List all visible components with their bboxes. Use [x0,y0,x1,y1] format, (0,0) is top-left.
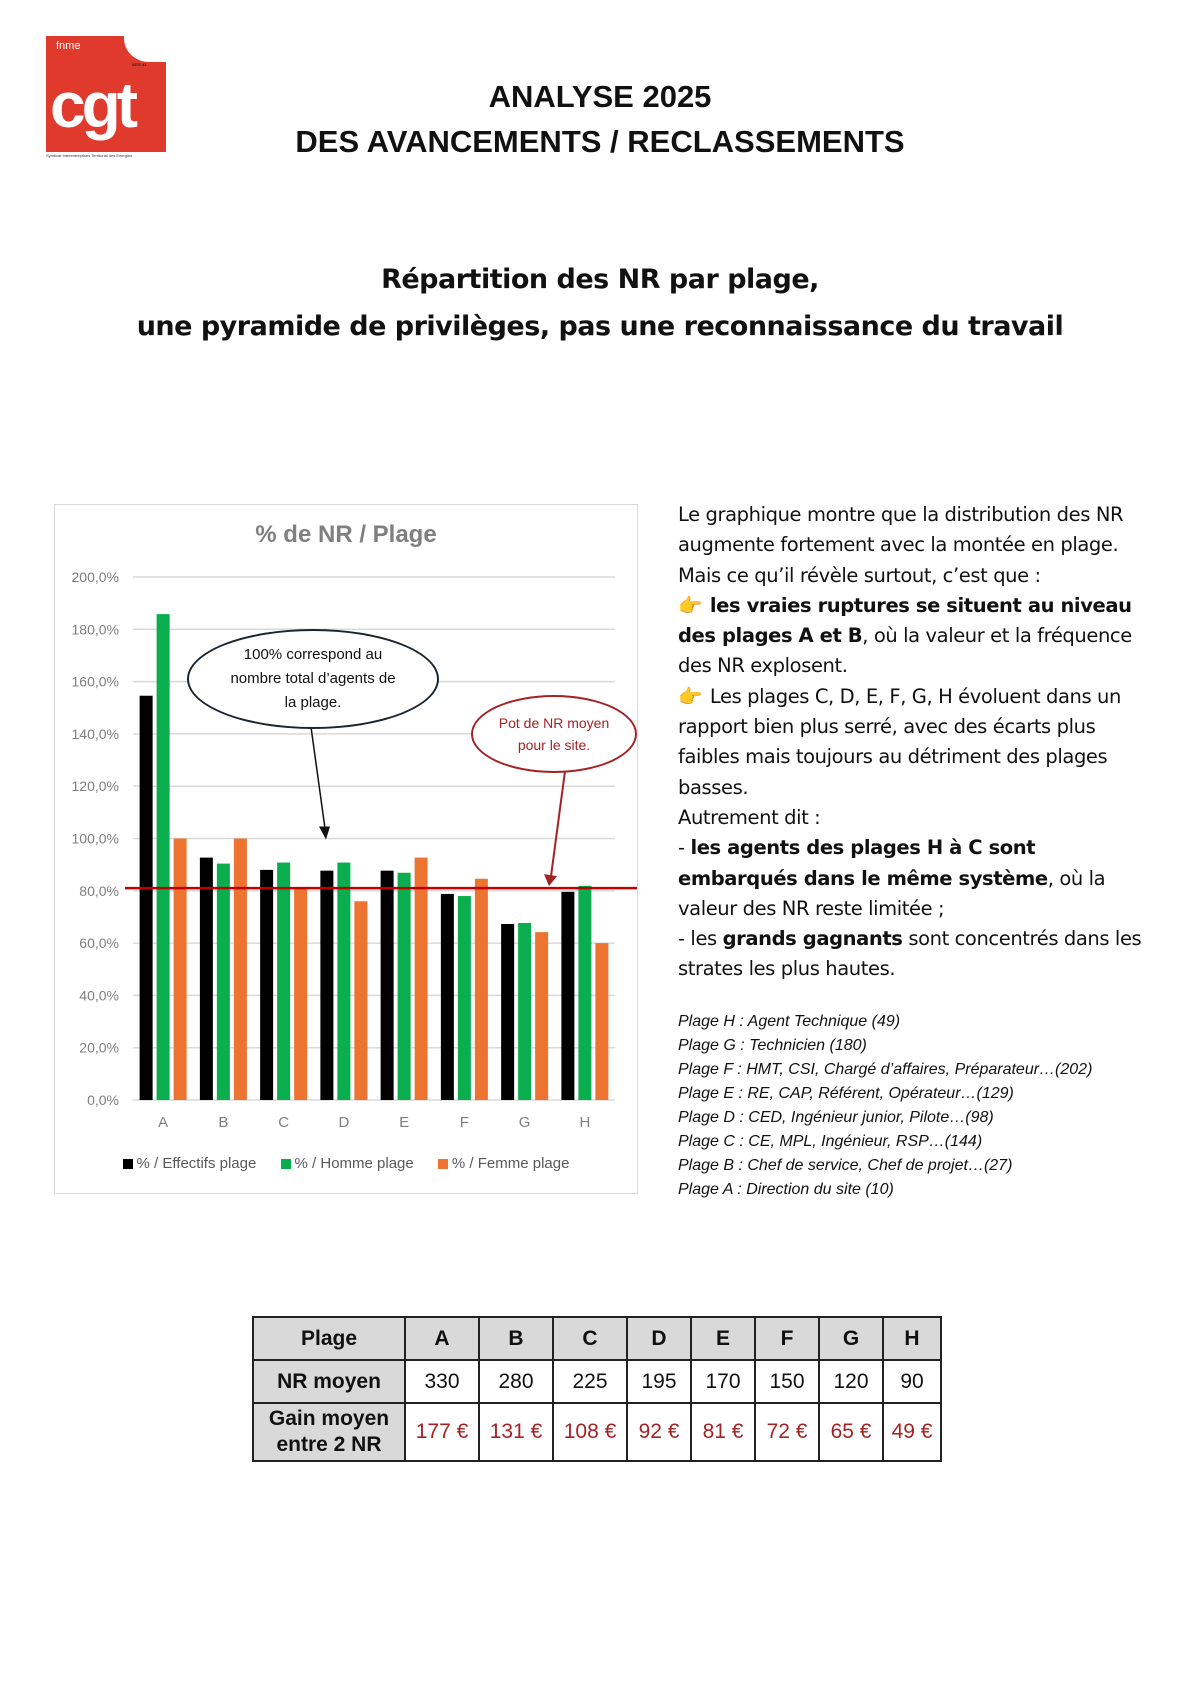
row-label: NR moyen [253,1360,405,1403]
bar [595,943,608,1100]
table-header-cell: H [883,1317,941,1360]
table-cell: 120 [819,1360,883,1403]
bar [458,896,471,1100]
x-tick-label: A [158,1114,169,1131]
table-cell: 177 € [405,1403,479,1461]
y-tick-label: 20,0% [79,1039,119,1056]
table-cell: 150 [755,1360,819,1403]
x-tick-label: G [518,1114,531,1131]
callout-line: pour le site. [517,737,591,753]
legend-item-femme: % / Femme plage [438,1155,570,1172]
bar [277,863,290,1100]
plage-item: Plage E : RE, CAP, Référent, Opérateur…(129) [678,1085,1014,1102]
bar [140,696,153,1100]
plage-item: Plage B : Chef de service, Chef de projet…(27) [678,1157,1013,1174]
plage-item: Plage C : CE, MPL, Ingénieur, RSP…(144) [678,1133,983,1150]
pointing-hand-icon: 👉 [678,684,702,708]
table-header-cell: F [755,1317,819,1360]
callout-average-pot [471,695,637,773]
legend-item-homme: % / Homme plage [281,1155,414,1172]
x-tick-label: C [278,1114,290,1131]
table-row-nr-moyen [253,1360,941,1403]
analysis-p2: Mais ce qu’il révèle surtout, c’est que : [678,563,1041,587]
y-tick-label: 140,0% [71,725,119,742]
logo-fnme-text: fnme [56,40,81,52]
plage-item: Plage H : Agent Technique (49) [678,1013,901,1030]
plage-item: Plage D : CED, Ingénieur junior, Pilote…(98) [678,1109,994,1126]
y-tick-label: 160,0% [71,673,119,690]
bar [578,886,591,1100]
bar [415,858,428,1100]
analysis-text [678,500,1158,985]
nr-table [252,1316,942,1462]
table-cell: 92 € [627,1403,691,1461]
bar [260,870,273,1100]
y-tick-label: 200,0% [71,569,119,585]
callout-100-percent [187,629,439,729]
callout-line: 100% correspond au [243,646,383,663]
analysis-p3: 👉 les vraies ruptures se situent au niveau des plages A et B, où la valeur et la fréquence des NR explosent. [678,591,1158,682]
bar [337,863,350,1100]
x-tick-label: E [399,1114,410,1131]
legend-swatch [281,1159,291,1169]
chart-legend [55,1155,637,1172]
logo-site-text: SITE 41 [132,62,147,67]
row-label: Gain moyen entre 2 NR [253,1403,405,1461]
table-cell: 170 [691,1360,755,1403]
subtitle-line-2: une pyramide de privilèges, pas une reconnaissance du travail [136,311,1064,342]
bar [200,858,213,1100]
section-subtitle [80,256,1120,350]
table-header-row [253,1317,941,1360]
x-tick-label: D [338,1114,350,1131]
title-line-1: ANALYSE 2025 [488,79,712,114]
table-header-cell: C [553,1317,627,1360]
bar [217,864,230,1100]
y-tick-label: 0,0% [87,1092,119,1108]
table-header-cell: B [479,1317,553,1360]
y-tick-label: 180,0% [71,621,119,638]
bar [398,873,411,1100]
arrow-head-icon [319,827,330,840]
plage-item: Plage G : Technicien (180) [678,1037,867,1054]
bar [234,839,247,1101]
bar [441,894,454,1100]
table-header-cell: Plage [253,1317,405,1360]
bar [501,924,514,1100]
y-tick-label: 100,0% [71,830,119,847]
table-cell: 49 € [883,1403,941,1461]
arrow-head-icon [544,874,557,886]
callout-line: Pot de NR moyen [498,715,610,731]
plage-legend-list [678,1010,1158,1202]
bar [475,879,488,1100]
y-tick-label: 120,0% [71,778,119,795]
logo-cgt-text: cgt [50,69,134,141]
table-cell: 81 € [691,1403,755,1461]
bar-chart [55,505,637,1193]
table-cell: 195 [627,1360,691,1403]
table-cell: 131 € [479,1403,553,1461]
table-header-cell: E [691,1317,755,1360]
table-cell: 72 € [755,1403,819,1461]
logo-box [46,36,166,152]
callout-line: la plage. [284,694,342,711]
cgt-logo [46,36,168,162]
bar [535,932,548,1100]
logo-tagline: Syndicat Interentreprises Territorial des Energies [46,153,133,158]
table-header-cell: D [627,1317,691,1360]
analysis-p4: 👉 Les plages C, D, E, F, G, H évoluent dans un rapport bien plus serré, avec des écarts plus faibles mais toujours au détriment des plages basses. [678,682,1158,803]
table-cell: 225 [553,1360,627,1403]
title-line-2: DES AVANCEMENTS / RECLASSEMENTS [295,124,905,159]
analysis-p1: Le graphique montre que la distribution des NR augmente fortement avec la montée en plage. [678,503,1124,557]
table-header-cell: A [405,1317,479,1360]
analysis-p7: - les grands gagnants sont concentrés dans les strates les plus hautes. [678,927,1142,981]
table-cell: 90 [883,1360,941,1403]
map-shape-icon [124,36,166,62]
page-title [250,74,950,164]
pointing-hand-icon: 👉 [678,593,702,617]
y-tick-label: 60,0% [79,935,119,952]
bar [320,871,333,1100]
x-tick-label: F [459,1114,469,1131]
callout-line: nombre total d’agents de [230,670,396,687]
table-cell: 280 [479,1360,553,1403]
y-tick-label: 40,0% [79,987,119,1004]
analysis-p5: Autrement dit : [678,805,821,829]
legend-item-effectifs: % / Effectifs plage [123,1155,257,1172]
x-tick-label: B [218,1114,229,1131]
table-row-gain-moyen [253,1403,941,1461]
plage-item: Plage A : Direction du site (10) [678,1181,894,1198]
bar [561,892,574,1100]
analysis-p6: - les agents des plages H à C sont embarqués dans le même système, où la valeur des NR reste limitée ; [678,836,1106,920]
bar [294,888,307,1100]
bar [518,923,531,1100]
table-header-cell: G [819,1317,883,1360]
legend-swatch [123,1159,133,1169]
plage-item: Plage F : HMT, CSI, Chargé d’affaires, Préparateur…(202) [678,1061,1093,1078]
table-cell: 65 € [819,1403,883,1461]
bar [174,839,187,1101]
subtitle-line-1: Répartition des NR par plage, [381,264,819,295]
table-cell: 108 € [553,1403,627,1461]
legend-swatch [438,1159,448,1169]
bar [381,871,394,1100]
bar [354,901,367,1100]
y-tick-label: 80,0% [79,882,119,899]
x-tick-label: H [579,1114,591,1131]
callout-arrow [311,727,325,829]
chart-frame [54,504,638,1194]
table-cell: 330 [405,1360,479,1403]
bar [157,614,170,1100]
chart-title: % de NR / Plage [255,521,437,548]
